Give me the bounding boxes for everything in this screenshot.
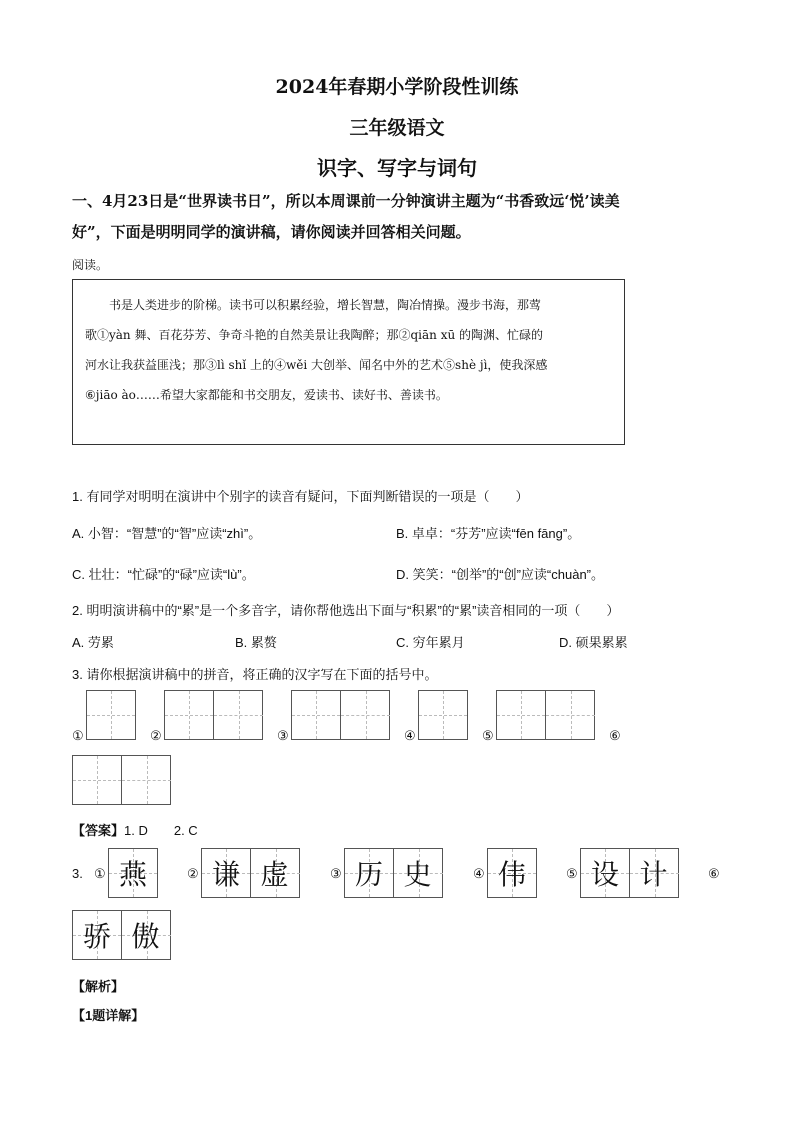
answer-char: 设	[590, 858, 619, 891]
answer-marker-2: ②	[187, 866, 199, 881]
reading-passage	[72, 279, 625, 445]
q1-option-c: C. 壮壮：“忙碌”的“碌”应读“lù”。	[72, 567, 255, 582]
answer-marker-5: ⑤	[566, 866, 578, 881]
answer-char: 历	[354, 858, 383, 891]
marker-3: ③	[277, 728, 289, 743]
answer-char: 虚	[260, 858, 289, 891]
answer-char: 史	[403, 858, 432, 891]
answer-char: 计	[639, 858, 668, 891]
answer-line	[72, 820, 198, 839]
write-grid-3[interactable]	[291, 690, 390, 740]
passage-line-3: 河水让我获益匪浅；那③lì shǐ 上的④wěi 大创举、闻名中外的艺术⑤shè jì，使我深感	[85, 358, 548, 372]
q2-option-c: C. 穷年累月	[396, 635, 465, 650]
answer-text: 1. D 2. C	[124, 823, 198, 838]
answer-grid-1	[108, 848, 158, 898]
answer-char: 伟	[497, 858, 526, 891]
answer-char: 骄	[82, 920, 111, 953]
analysis-detail-heading: 【1题详解】	[72, 1008, 145, 1023]
q1-stem: 1. 有同学对明明在演讲中个别字的读音有疑问，下面判断错误的一项是（ ）	[72, 489, 529, 504]
passage-line-1: 书是人类进步的阶梯。读书可以积累经验，增长智慧，陶冶情操。漫步书海，那莺	[109, 298, 542, 312]
answer-char: 谦	[211, 858, 240, 891]
section-title: 识字、写字与词句	[317, 156, 477, 180]
q2-option-d: D. 硕果累累	[559, 635, 628, 650]
answer-marker-4: ④	[473, 866, 485, 881]
analysis-label: 【解析】	[72, 979, 125, 994]
q2-option-b: B. 累赘	[235, 635, 277, 650]
passage-line-2: 歌①yàn 舞、百花芬芳、争奇斗艳的自然美景让我陶醉；那②qiān xū 的陶渊、忙碌的	[85, 328, 544, 342]
marker-2: ②	[150, 728, 162, 743]
write-grid-4[interactable]	[418, 690, 468, 740]
q1-option-b: B. 卓卓：“芬芳”应读“fēn fāng”。	[396, 526, 581, 541]
intro-line-1: 一、4月23日是“世界读书日”，所以本周课前一分钟演讲主题为“书香致远‘悦’读美	[72, 192, 620, 210]
q1-option-d: D. 笑笑：“创举”的“创”应读“chuàn”。	[396, 567, 605, 582]
passage-line-4: ⑥jiāo ào……希望大家都能和书交朋友，爱读书、读好书、善读书。	[85, 388, 448, 402]
write-grid-6[interactable]	[72, 755, 171, 805]
answer-marker-1: ①	[94, 866, 106, 881]
answer-char: 傲	[131, 920, 160, 953]
question-intro	[72, 186, 732, 248]
answer-grid-4	[487, 848, 537, 898]
reading-label: 阅读。	[72, 258, 109, 272]
q1-option-a: A. 小智：“智慧”的“智”应读“zhì”。	[72, 526, 262, 541]
grade-subject: 三年级语文	[349, 117, 445, 139]
answer-label: 【答案】	[72, 823, 125, 838]
marker-1: ①	[72, 728, 84, 743]
answer-marker-6: ⑥	[708, 866, 720, 881]
q2-option-a: A. 劳累	[72, 635, 114, 650]
intro-line-2: 好”，下面是明明同学的演讲稿，请你阅读并回答相关问题。	[72, 223, 471, 241]
answer-grid-2	[201, 848, 300, 898]
write-grid-2[interactable]	[164, 690, 263, 740]
answer-q3-prefix: 3.	[72, 866, 83, 881]
write-grid-5[interactable]	[496, 690, 595, 740]
answer-grid-6	[72, 910, 171, 960]
page-title: 2024年春期小学阶段性训练	[275, 76, 519, 98]
marker-4: ④	[404, 728, 416, 743]
q2-stem: 2. 明明演讲稿中的“累”是一个多音字，请你帮他选出下面与“积累”的“累”读音相同的一项（ ）	[72, 603, 620, 618]
answer-grid-3	[344, 848, 443, 898]
marker-6: ⑥	[609, 728, 621, 743]
write-grid-1[interactable]	[86, 690, 136, 740]
marker-5: ⑤	[482, 728, 494, 743]
answer-marker-3: ③	[330, 866, 342, 881]
answer-char: 燕	[118, 858, 147, 891]
q3-stem: 3. 请你根据演讲稿中的拼音，将正确的汉字写在下面的括号中。	[72, 667, 438, 682]
answer-grid-5	[580, 848, 679, 898]
